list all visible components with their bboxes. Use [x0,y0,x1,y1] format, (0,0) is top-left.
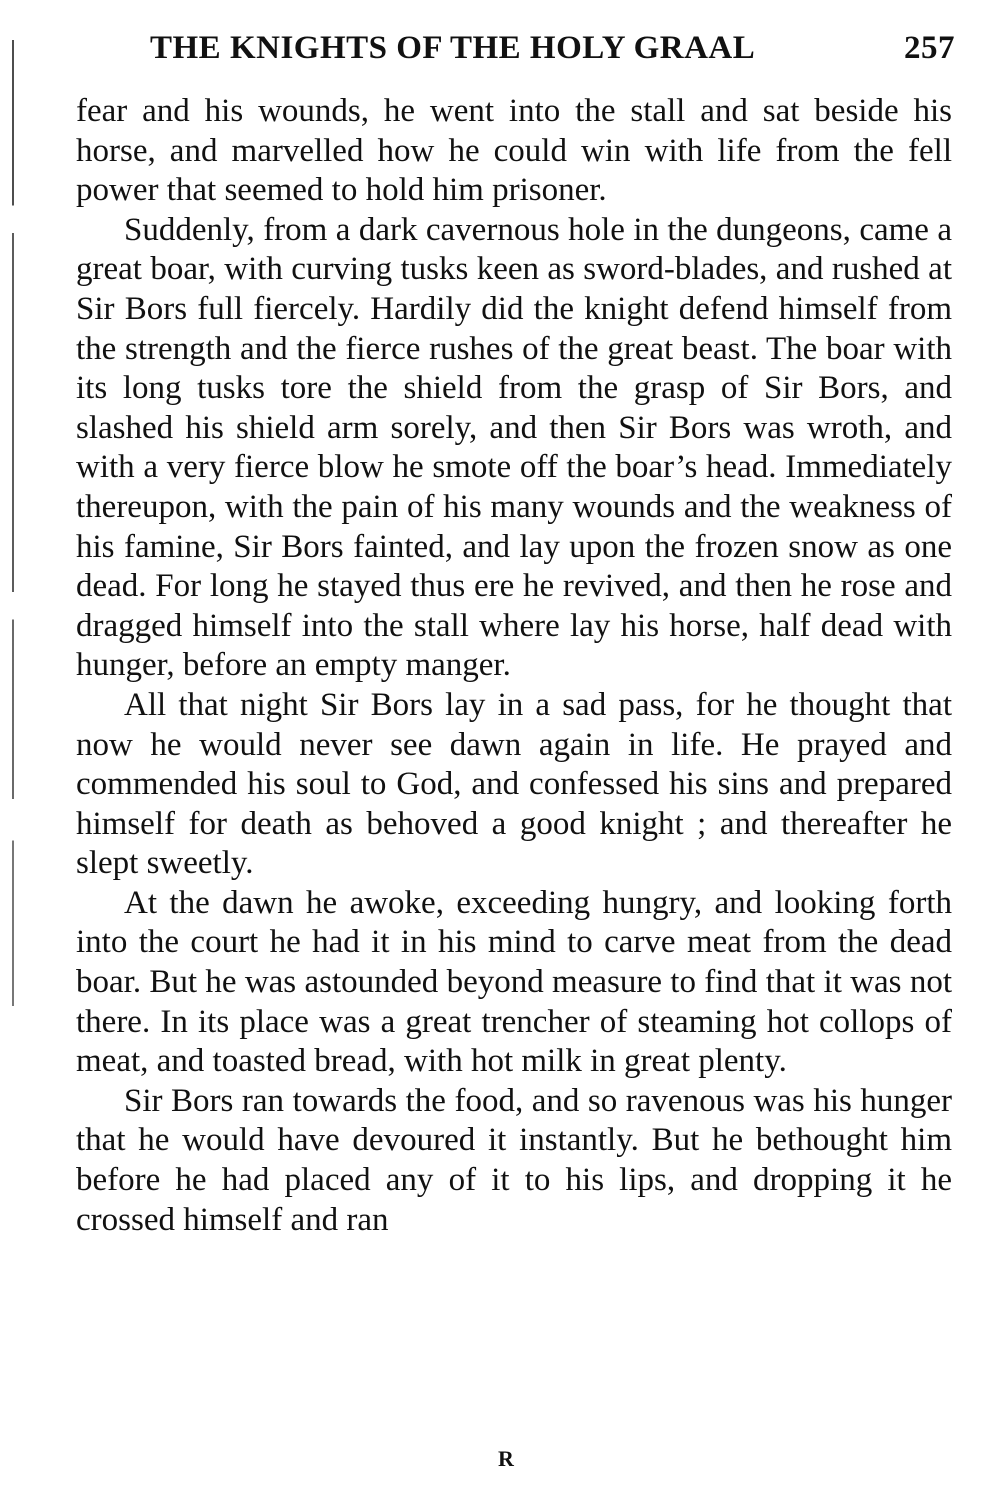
paragraph-continuation: fear and his wounds, he went into the stall and sat beside his horse, and marvelled how he could win with life from the fell power that seemed to hold him prisoner. [76,93,952,209]
paragraph-night: All that night Sir Bors lay in a sad pass, for he thought that now he would never see dawn again in life. He prayed and commended his soul to God, and confessed his sins and prepared himself for death as behoved a good knight ; and thereafter he slept sweetly. [76,686,952,882]
page-number: 257 [904,30,955,66]
paragraph-dawn: At the dawn he awoke, exceeding hungry, and looking forth into the court he had it in his mind to carve meat from the dead boar. But he was astounded beyond measure to find that it was not there. In its place was a great trencher of steaming hot collops of meat, and toasted bread, with hot milk in great plenty. [76,884,952,1080]
running-header [150,26,955,78]
paragraph-boar-fight: Suddenly, from a dark cavernous hole in the dungeons, came a great boar, with curving tusks keen as sword-blades, and rushed at Sir Bors full fiercely. Hardily did the knight defend himself from the strength and the fierce rushes of the great beast. The boar with its long tusks tore the shield from the grasp of Sir Bors, and slashed his shield arm sorely, and then Sir Bors was wroth, and with a very fierce blow he smote off the boar’s head. Immediately thereupon, with the pain of his many wounds and the weakness of his famine, Sir Bors fainted, and lay upon the frozen snow as one dead. For long he stayed thus ere he revived, and then he rose and dragged himself into the stall where lay his horse, half dead with hunger, before an empty manger. [76,211,952,684]
left-margin-rule [12,40,14,1420]
signature-mark: R [498,1446,514,1471]
running-title: THE KNIGHTS OF THE HOLY GRAAL [150,30,756,66]
body-text [76,92,952,1240]
paragraph-food: Sir Bors ran towards the food, and so ravenous was his hunger that he would have devoured it instantly. But he bethought him before he had placed any of it to his lips, and dropping it he crossed himself and ran [76,1082,952,1238]
